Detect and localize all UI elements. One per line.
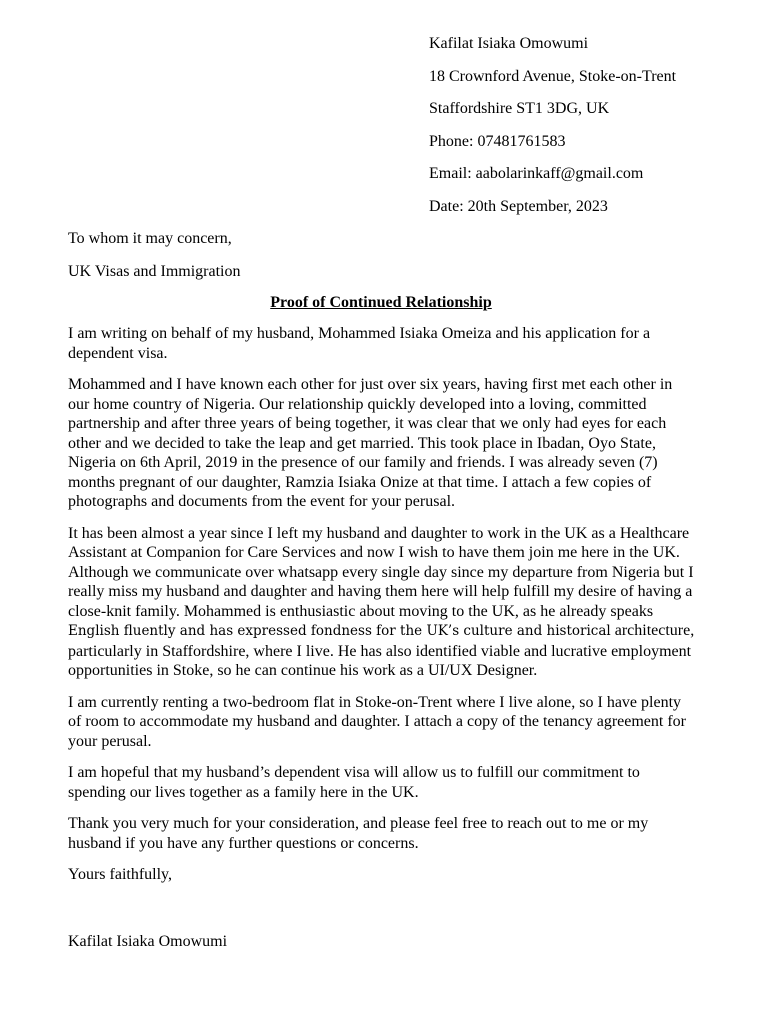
paragraph-accommodation: I am currently renting a two-bedroom flat in Stoke-on-Trent where I live alone, so I have plenty of room to accommodate my husband and daughter. I attach a copy of the tenancy agreement for your perusal. bbox=[68, 693, 686, 750]
closing-phrase: Yours faithfully, bbox=[68, 866, 173, 883]
paragraph-move-to-uk-part-3: architecture, particularly in Staffordshire, where I live. He has also identified viable and lucrative employment opportunities in Stoke, so he can continue his work as a UI/UX Designer. bbox=[68, 622, 695, 679]
recipient-block bbox=[68, 229, 241, 294]
signature-name: Kafilat Isiaka Omowumi bbox=[68, 933, 228, 950]
letter-body bbox=[68, 324, 696, 885]
salutation: To whom it may concern, bbox=[68, 230, 232, 247]
sender-address-line-2: Staffordshire ST1 3DG, UK bbox=[429, 100, 610, 117]
paragraph-commitment: I am hopeful that my husband’s dependent visa will allow us to fulfill our commitment to spending our lives together as a family here in the UK. bbox=[68, 764, 640, 801]
recipient-organization: UK Visas and Immigration bbox=[68, 262, 241, 280]
paragraph-relationship: Mohammed and I have known each other for just over six years, having first met each other in our home country of Nigeria. Our relationship quickly developed into a loving, committed partnership and after three years of being together, it was clear that we only had eyes for each other and we decided to take the leap and get married. This took place in Ibadan, Oyo State, Nigeria on 6th April, 2019 in the presence of our family and friends. I was already seven (7) months pregnant of our daughter, Ramzia Isiaka Onize at that time. I attach a few copies of photographs and documents from the event for your perusal. bbox=[68, 376, 673, 510]
paragraph-move-to-uk-part-2: English fluently and has expressed fondness for the UK’s culture and historical bbox=[68, 623, 611, 639]
paragraph-move-to-uk bbox=[68, 524, 696, 681]
letter-subject: Proof of Continued Relationship bbox=[270, 294, 492, 311]
paragraph-intro: I am writing on behalf of my husband, Mohammed Isiaka Omeiza and his application for a dependent visa. bbox=[68, 325, 651, 362]
sender-name: Kafilat Isiaka Omowumi bbox=[429, 35, 589, 52]
paragraph-move-to-uk-part-1: It has been almost a year since I left my husband and daughter to work in the UK as a Healthcare Assistant at Companion for Care Services and now I wish to have them join me here in the UK. Although we communicate over whatsapp every single day since my departure from Nigeria but I really miss my husband and daughter and having them here will help fulfill my desire of having a close-knit family. Mohammed is enthusiastic about moving to the UK, as he already speaks bbox=[68, 524, 694, 620]
sender-email: Email: aabolarinkaff@gmail.com bbox=[429, 165, 644, 182]
letter-date: Date: 20th September, 2023 bbox=[429, 197, 608, 215]
sender-address-block bbox=[429, 34, 759, 229]
sender-address-line-1: 18 Crownford Avenue, Stoke-on-Trent bbox=[429, 67, 677, 85]
paragraph-thanks: Thank you very much for your consideration, and please feel free to reach out to me or my husband if you have any further questions or concerns. bbox=[68, 815, 649, 852]
sender-phone: Phone: 07481761583 bbox=[429, 132, 566, 150]
